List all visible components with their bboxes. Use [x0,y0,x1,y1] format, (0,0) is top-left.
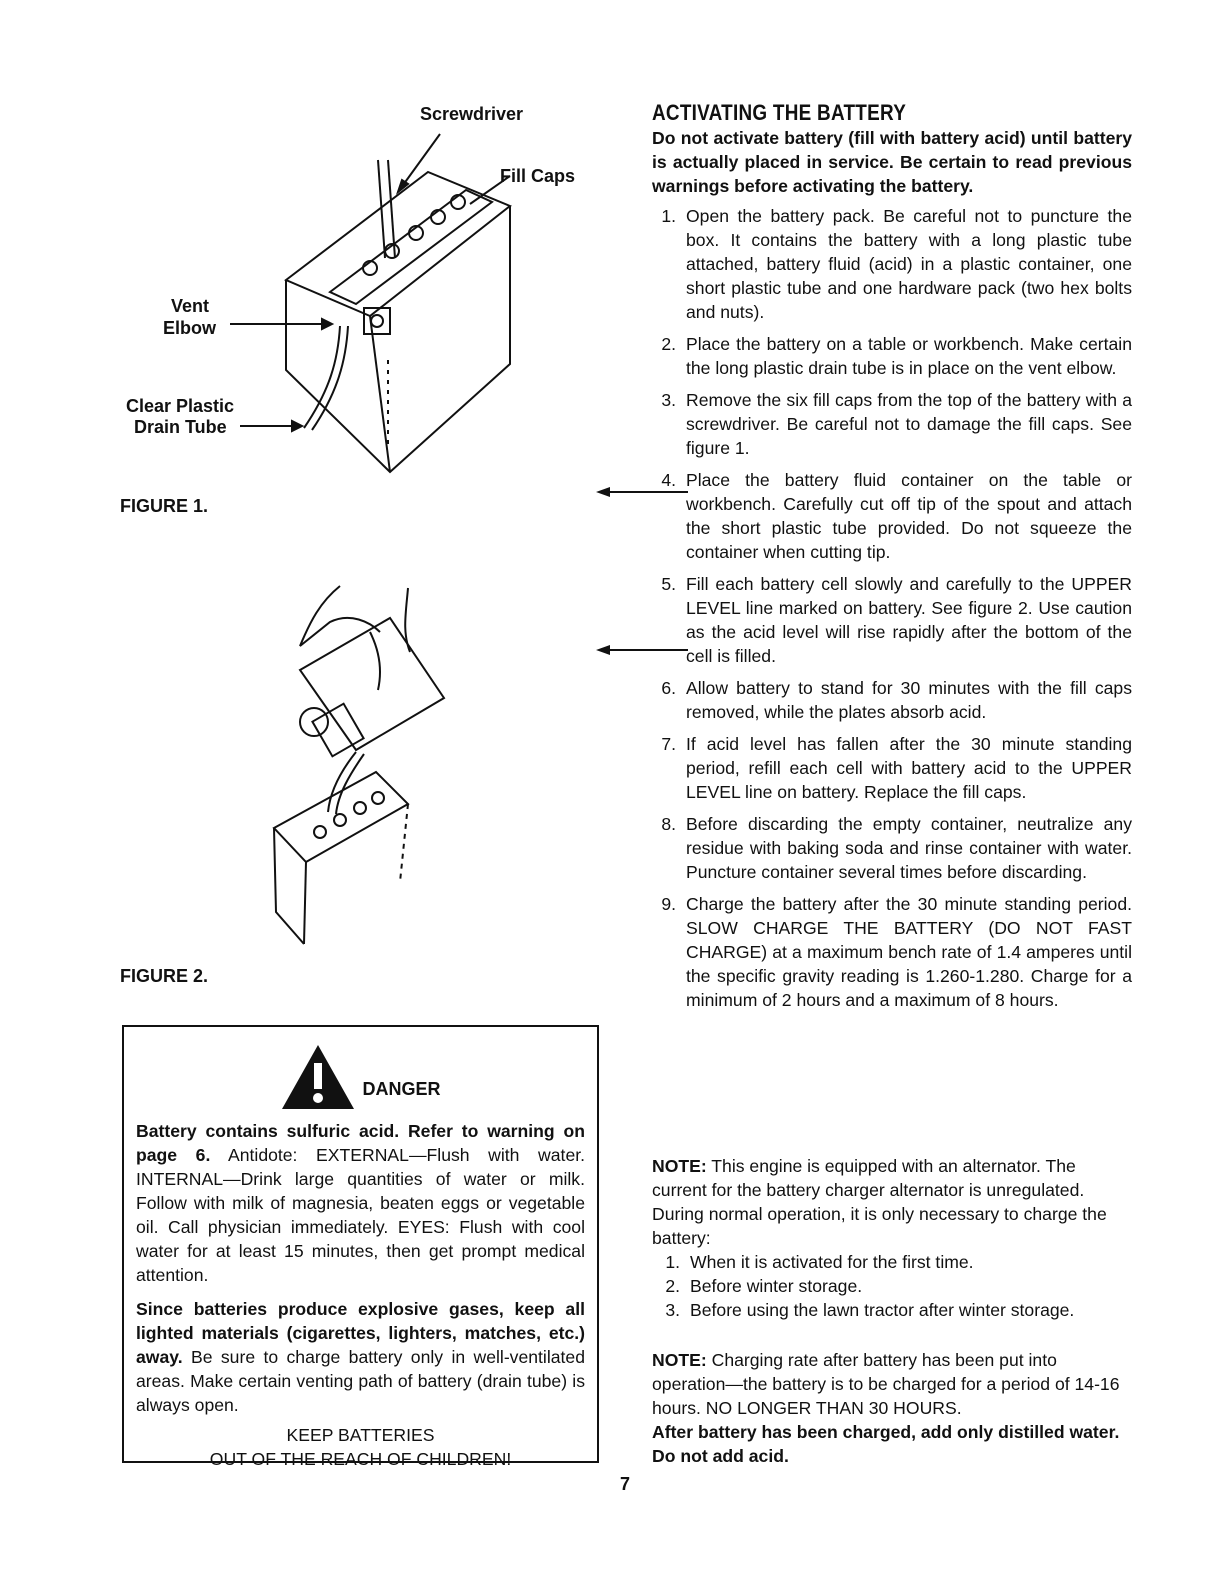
note1-item-text: When it is activated for the first time. [690,1252,974,1272]
step-item [652,812,1132,884]
note-charging-rate [652,1348,1132,1468]
keep-line-1: KEEP BATTERIES [286,1425,435,1445]
label-vent-line2: Elbow [163,318,216,338]
step-number: 9. [661,894,676,914]
label-screwdriver: Screwdriver [420,104,524,124]
step-text: Place the battery fluid container on the table or workbench. Carefully cut off tip of the spout and attach the short plastic tube provided. Do not squeeze the container when cutting tip. [686,470,1132,562]
step-item [652,332,1132,380]
note1-item [652,1250,1132,1274]
danger-p2-bold: Since batteries produce explosive gases, keep all lighted materials (cigarettes, lighters, matches, etc.) away. [136,1299,585,1367]
steps-list [652,204,1132,1012]
danger-header [136,1043,585,1111]
step-number: 4. [661,470,676,490]
label-tube-line2: Drain Tube [134,417,227,437]
step-text: Fill each battery cell slowly and carefully to the UPPER LEVEL line marked on battery. See figure 2. Use caution as the acid level will rise rapidly after the bottom of the cell is filled. [686,574,1132,666]
step-text: Open the battery pack. Be careful not to puncture the box. It contains the battery with a long plastic tube attached, battery fluid (acid) in a plastic container, one short plastic tube and one hardware pack (two hex bolts and nuts). [686,206,1132,322]
figure-2-caption: FIGURE 2. [120,966,209,986]
step-item [652,732,1132,804]
note1-item [652,1298,1132,1322]
note-alternator [652,1154,1132,1322]
step-number: 7. [661,734,676,754]
label-fill-caps: Fill Caps [500,166,576,186]
step-text: If acid level has fallen after the 30 minute standing period, refill each cell with battery acid to the UPPER LEVEL line on battery. Replace the fill caps. [686,734,1132,802]
note1-paragraph [652,1154,1132,1250]
section-intro: Do not activate battery (fill with battery acid) until battery is actually placed in service. Be certain to read previous warnings before activating the battery. [652,128,1132,196]
step-number: 2. [661,334,676,354]
step-number: 3. [661,390,676,410]
step-number: 6. [661,678,676,698]
note1-item-text: Before winter storage. [690,1276,863,1296]
step-item [652,572,1132,668]
step-item [652,468,1132,564]
note1-item [652,1274,1132,1298]
battery-figure-2 [260,582,460,952]
figure-1-caption: FIGURE 1. [120,496,209,516]
step-number: 1. [661,206,676,226]
step-item [652,388,1132,460]
battery-figure-1 [220,120,550,500]
danger-box [122,1025,599,1469]
danger-paragraph-2 [136,1297,585,1417]
activating-section [652,100,1132,1020]
page-number: 7 [620,1474,631,1494]
danger-p1-bold: Battery contains sulfuric acid. Refer to warning on page 6. [136,1121,585,1165]
note1-item-number: 3. [665,1300,680,1320]
step-text: Remove the six fill caps from the top of the battery with a screwdriver. Be careful not to damage the fill caps. See figure 1. [686,390,1132,458]
section-title: ACTIVATING THE BATTERY [652,100,907,125]
step-text: Allow battery to stand for 30 minutes with the fill caps removed, while the plates absorb acid. [686,678,1132,722]
step-text: Before discarding the empty container, neutralize any residue with baking soda and rinse container with water. Puncture container several times before discarding. [686,814,1132,882]
margin-arrow-step-5 [596,642,688,658]
note2-label: NOTE: [652,1350,707,1370]
step-text: Charge the battery after the 30 minute standing period. SLOW CHARGE THE BATTERY (DO NOT FAST CHARGE) at a maximum bench rate of 1.4 amperes until the specific gravity reading is 1.260-1.280. Charge for a minimum of 2 hours and a maximum of 8 hours. [686,894,1132,1010]
note2-paragraph [652,1348,1132,1420]
danger-p2-text: Be sure to charge battery only in well-ventilated areas. Make certain venting path of battery (drain tube) is always open. [136,1347,585,1415]
note1-item-text: Before using the lawn tractor after winter storage. [690,1300,1075,1320]
note1-item-number: 1. [665,1252,680,1272]
note1-list [652,1250,1132,1322]
danger-paragraph-1 [136,1119,585,1287]
keep-line-2: OUT OF THE REACH OF CHILDREN! [209,1449,512,1469]
step-item [652,892,1132,1012]
step-number: 5. [661,574,676,594]
note1-item-number: 2. [665,1276,680,1296]
label-vent-line1: Vent [171,296,210,316]
danger-p1-text: Antidote: EXTERNAL—Flush with water. INTERNAL—Drink large quantities of water or milk. Follow with milk of magnesia, beaten eggs or vegetable oil. Call physician immediately. EYES: Flush with cool water for at least 15 minutes, then get prompt medical attention. [136,1145,586,1285]
danger-heading: DANGER [362,1079,441,1099]
step-number: 8. [661,814,676,834]
step-item [652,204,1132,324]
margin-arrow-step-3 [596,484,688,500]
note2-bold-warning: After battery has been charged, add only distilled water. Do not add acid. [652,1422,1120,1466]
note1-text: This engine is equipped with an alternator. The current for the battery charger alternator is unregulated. During normal operation, it is only necessary to charge the battery: [652,1156,1107,1248]
note2-text: Charging rate after battery has been put into operation—the battery is to be charged for a period of 14-16 hours. NO LONGER THAN 30 HOURS. [652,1350,1120,1418]
warning-triangle-icon [280,1043,356,1111]
label-tube-line1: Clear Plastic [126,396,235,416]
note1-label: NOTE: [652,1156,707,1176]
step-item [652,676,1132,724]
step-text: Place the battery on a table or workbench. Make certain the long plastic drain tube is in place on the vent elbow. [686,334,1132,378]
keep-batteries-warning [136,1423,585,1471]
